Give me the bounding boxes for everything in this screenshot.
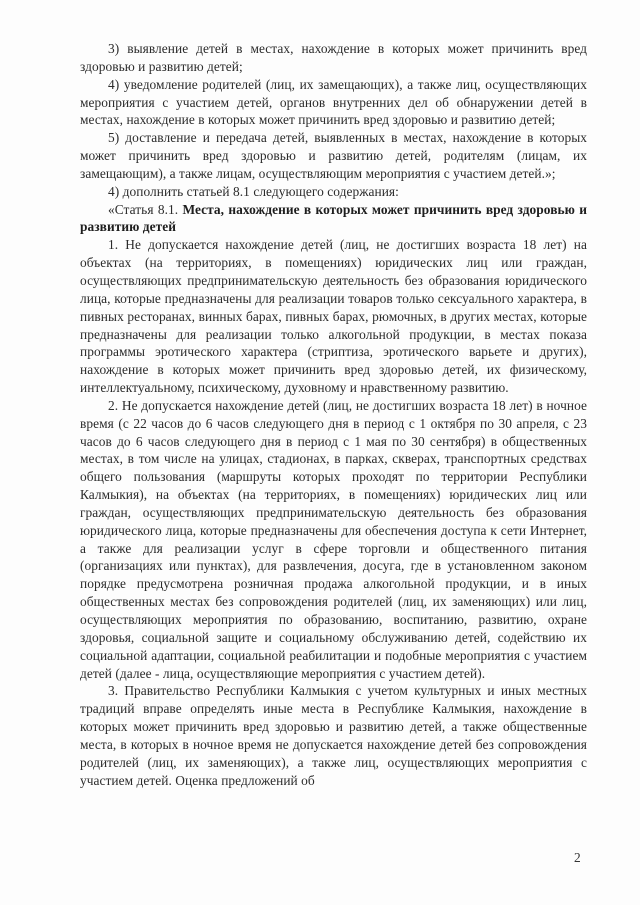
article-title: Места, нахождение в которых может причинить вред здоровью и развитию детей [80, 201, 587, 235]
list-item-3: 3) выявление детей в местах, нахождение в которых может причинить вред здоровью и развитию детей; [80, 41, 587, 74]
clause-1: 1. Не допускается нахождение детей (лиц, не достигших возраста 18 лет) на объектах (на территориях, в помещениях) юридических лиц или граждан, осуществляющих предпринимательскую деятельность без образования юридического лица, которые предназначены для реализации товаров только сексуального характера, в пивных ресторанах, винных барах, пивных барах, рюмочных, в других местах, которые предназначены для реализации только алкогольной продукции, в местах показа программы эротического характера (стриптиза, эротического варьете и других), нахождение в которых может причинить вред здоровью детей, их физическому, интеллектуальному, психическому, духовному и нравственному развитию. [80, 237, 587, 396]
list-item-5: 5) доставление и передача детей, выявленных в местах, нахождение в которых может причинить вред здоровью и развитию детей, родителям (лицам, их замещающим), а также лицам, осуществляющим мероприятия с участием детей.»; [80, 130, 587, 181]
article-prefix: «Статья 8.1. [108, 201, 179, 217]
clause-2: 2. Не допускается нахождение детей (лиц, не достигших возраста 18 лет) в ночное время (с 22 часов до 6 часов следующего дня в период с 1 октября по 30 апреля, с 23 часов до 6 часов следующего дня в период с 1 мая по 30 сентября) в общественных местах, в том числе на улицах, стадионах, в парках, скверах, транспортных средствах общего пользования (маршруты которых проходят по территории Республики Калмыкия), на объектах (на территориях, в помещениях) юридических лиц или граждан, осуществляющих предпринимательскую деятельность без образования юридического лица, которые предназначены для обеспечения доступа к сети Интернет, а также для реализации услуг в сфере торговли и общественного питания (организациях или пунктах), для развлечения, досуга, где в установленном законом порядке предусмотрена розничная продажа алкогольной продукции, и в иных общественных местах без сопровождения родителей (лиц, их заменяющих) или лиц, осуществляющих мероприятия по образованию, воспитанию, развитию, охране здоровья, социальной защите и социальному обслуживанию детей, содействию их социальной адаптации, социальной реабилитации и подобные мероприятия с участием детей (далее - лица, осуществляющие мероприятия с участием детей). [80, 397, 587, 681]
page-number: 2 [574, 850, 581, 865]
clause-3: 3. Правительство Республики Калмыкия с учетом культурных и иных местных традиций вправе определять иные места в Республике Калмыкия, нахождение в которых может причинить вред здоровью и развитию детей, а также общественные места, в которых в ночное время не допускается нахождение детей без сопровождения родителей (лиц, их заменяющих), а также лиц, осуществляющих мероприятия с участием детей. Оценка предложений об [80, 683, 587, 788]
document-body [80, 40, 587, 789]
list-item-4: 4) уведомление родителей (лиц, их замещающих), а также лиц, осуществляющих мероприятия с участием детей, органов внутренних дел об обнаружении детей в местах, нахождение в которых может причинить вред здоровью и развитию детей; [80, 76, 587, 128]
amendment-instruction: 4) дополнить статьей 8.1 следующего содержания: [108, 183, 399, 199]
article-heading [80, 201, 587, 237]
